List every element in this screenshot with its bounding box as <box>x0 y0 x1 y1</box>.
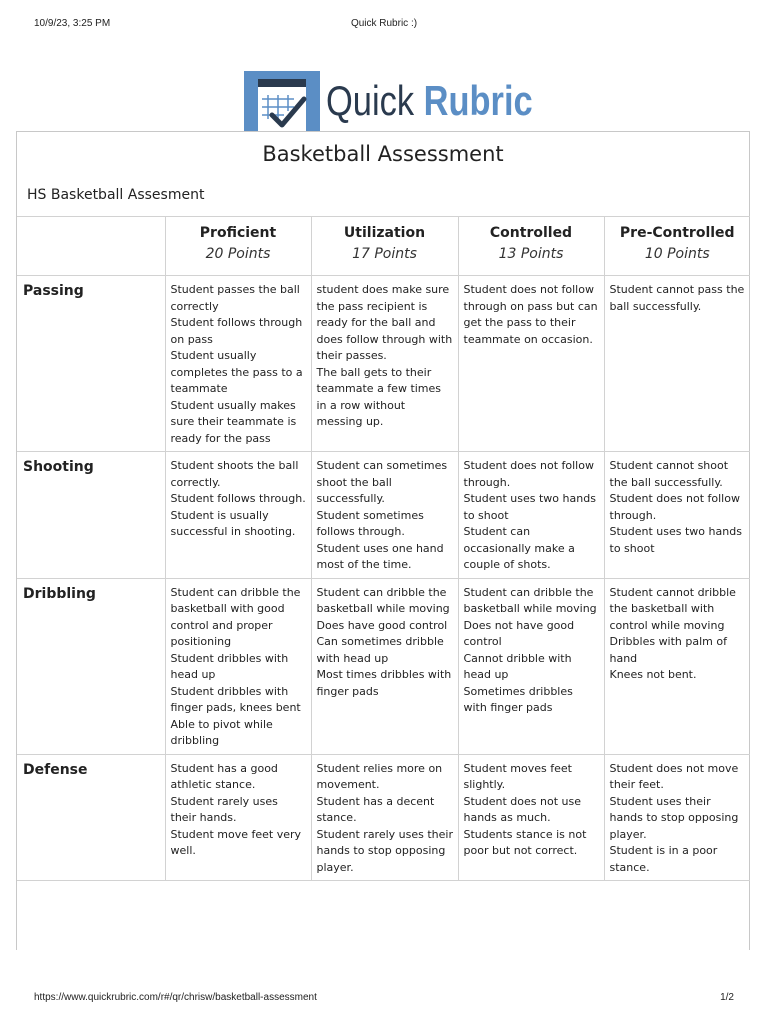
logo-word-quick: Quick <box>326 77 415 124</box>
print-url: https://www.quickrubric.com/r#/qr/chrisw/basketball-assessment <box>34 992 317 1003</box>
print-page-number: 1/2 <box>720 992 734 1003</box>
descriptor-line: Student rarely uses their hands. <box>170 794 278 824</box>
descriptor-line: Student cannot shoot the ball successfully. <box>609 459 729 489</box>
descriptor-line: Student is usually successful in shooting. <box>170 508 296 538</box>
descriptor-line: Student can dribble the basketball with good control and proper positioning <box>170 585 301 648</box>
descriptor-line: Student dribbles with finger pads, knees bent <box>170 684 301 714</box>
criterion-row <box>17 578 750 754</box>
descriptor-line: Student does not follow through on pass but can get the pass to their teammate on occasion. <box>463 283 598 346</box>
level-points: 20 Points <box>205 246 271 262</box>
descriptor-line: Student cannot pass the ball successfully. <box>609 283 745 313</box>
descriptor-line: Student uses two hands to shoot <box>463 492 596 522</box>
criterion-name: Shooting <box>17 452 165 579</box>
rubric-cell <box>458 578 604 754</box>
descriptor-line: Student can dribble the basketball while moving <box>463 585 597 615</box>
level-name: Utilization <box>343 225 426 241</box>
level-points: 17 Points <box>352 246 417 262</box>
criterion-name: Passing <box>17 276 165 452</box>
descriptor-line: Student uses their hands to stop opposing player. <box>609 794 739 841</box>
descriptor-line: Student passes the ball correctly <box>170 283 300 313</box>
rubric-frame <box>16 131 750 950</box>
descriptor-line: Student has a decent stance. <box>316 794 435 824</box>
print-datetime: 10/9/23, 3:25 PM <box>34 18 111 29</box>
descriptor-line: Knees not bent. <box>609 668 697 681</box>
level-points: 13 Points <box>498 246 564 262</box>
rubric-cell <box>165 276 311 452</box>
descriptor-line: Student follows through. <box>170 492 306 505</box>
level-header <box>311 217 458 276</box>
descriptor-line: Student rarely uses their hands to stop opposing player. <box>316 827 454 874</box>
descriptor-line: student does make sure the pass recipient is ready for the ball and does follow through with their passes. <box>316 283 453 362</box>
descriptor-line: Student is in a poor stance. <box>609 844 718 874</box>
level-points: 10 Points <box>644 246 710 262</box>
rubric-body <box>17 276 750 881</box>
print-header <box>0 18 768 32</box>
descriptor-line: Does have good control <box>316 618 448 632</box>
descriptor-line: Student usually makes sure their teammate is ready for the pass <box>170 398 297 445</box>
criterion-row <box>17 452 750 579</box>
logo-word-rubric: Rubric <box>423 77 533 124</box>
rubric-table <box>17 216 750 881</box>
rubric-cell <box>311 452 458 579</box>
descriptor-line: Student relies more on movement. <box>316 761 443 791</box>
rubric-cell <box>311 578 458 754</box>
rubric-cell <box>165 452 311 579</box>
rubric-cell <box>604 754 750 881</box>
descriptor-line: Student follows through on pass <box>170 316 303 346</box>
rubric-cell <box>604 276 750 452</box>
descriptor-line: Student sometimes follows through. <box>316 508 424 538</box>
rubric-cell <box>165 578 311 754</box>
rubric-checklist-icon <box>244 71 320 131</box>
descriptor-line: Student usually completes the pass to a teammate <box>170 349 303 395</box>
descriptor-line: Student dribbles with head up <box>170 651 289 681</box>
descriptor-line: Able to pivot while dribbling <box>170 717 273 747</box>
criterion-name: Dribbling <box>17 578 165 754</box>
descriptor-line: Student does not move their feet. <box>609 761 739 791</box>
descriptor-line: Student can occasionally make a couple of shots. <box>463 525 575 571</box>
criterion-row <box>17 276 750 452</box>
descriptor-line: Student can sometimes shoot the ball successfully. <box>316 459 448 505</box>
descriptor-line: Student uses one hand most of the time. <box>316 541 444 571</box>
criterion-name: Defense <box>17 754 165 881</box>
descriptor-line: Student cannot dribble the basketball with control while moving <box>609 585 736 632</box>
level-name: Proficient <box>199 225 277 241</box>
descriptor-line: Dribbles with palm of hand <box>609 635 727 665</box>
level-header-row <box>17 217 750 276</box>
descriptor-line: Student has a good athletic stance. <box>170 761 278 791</box>
print-footer <box>0 992 768 1006</box>
descriptor-line: Student does not follow through. <box>609 492 740 522</box>
descriptor-line: Student move feet very well. <box>170 827 302 857</box>
descriptor-line: Student does not follow through. <box>463 459 594 489</box>
descriptor-line: Sometimes dribbles with finger pads <box>463 684 573 714</box>
rubric-cell <box>458 754 604 881</box>
print-page-title: Quick Rubric :) <box>350 18 418 29</box>
descriptor-line: Can sometimes dribble with head up <box>316 635 444 665</box>
level-header <box>165 217 311 276</box>
rubric-title: Basketball Assessment <box>262 142 504 166</box>
descriptor-line: Does not have good control <box>463 618 575 648</box>
level-header <box>604 217 750 276</box>
descriptor-line: Student shoots the ball correctly. <box>170 459 299 489</box>
logo-wordmark <box>326 73 533 129</box>
quick-rubric-logo[interactable] <box>244 71 534 133</box>
level-name: Pre-Controlled <box>619 225 735 241</box>
rubric-cell <box>604 578 750 754</box>
descriptor-line: Student does not use hands as much. <box>463 794 581 824</box>
level-header <box>458 217 604 276</box>
descriptor-line: Student can dribble the basketball while moving <box>316 585 450 615</box>
descriptor-line: Students stance is not poor but not correct. <box>463 827 587 857</box>
rubric-cell <box>604 452 750 579</box>
descriptor-line: Student moves feet slightly. <box>463 761 572 791</box>
rubric-cell <box>165 754 311 881</box>
rubric-cell <box>311 276 458 452</box>
descriptor-line: The ball gets to their teammate a few times in a row without messing up. <box>316 365 442 428</box>
descriptor-line: Most times dribbles with finger pads <box>316 668 452 698</box>
header-empty-cell <box>17 217 165 276</box>
rubric-cell <box>458 452 604 579</box>
rubric-subtitle: HS Basketball Assesment <box>27 187 205 203</box>
level-name: Controlled <box>489 225 573 241</box>
rubric-cell <box>311 754 458 881</box>
descriptor-line: Student uses two hands to shoot <box>609 525 742 555</box>
descriptor-line: Cannot dribble with head up <box>463 651 572 681</box>
rubric-cell <box>458 276 604 452</box>
criterion-row <box>17 754 750 881</box>
